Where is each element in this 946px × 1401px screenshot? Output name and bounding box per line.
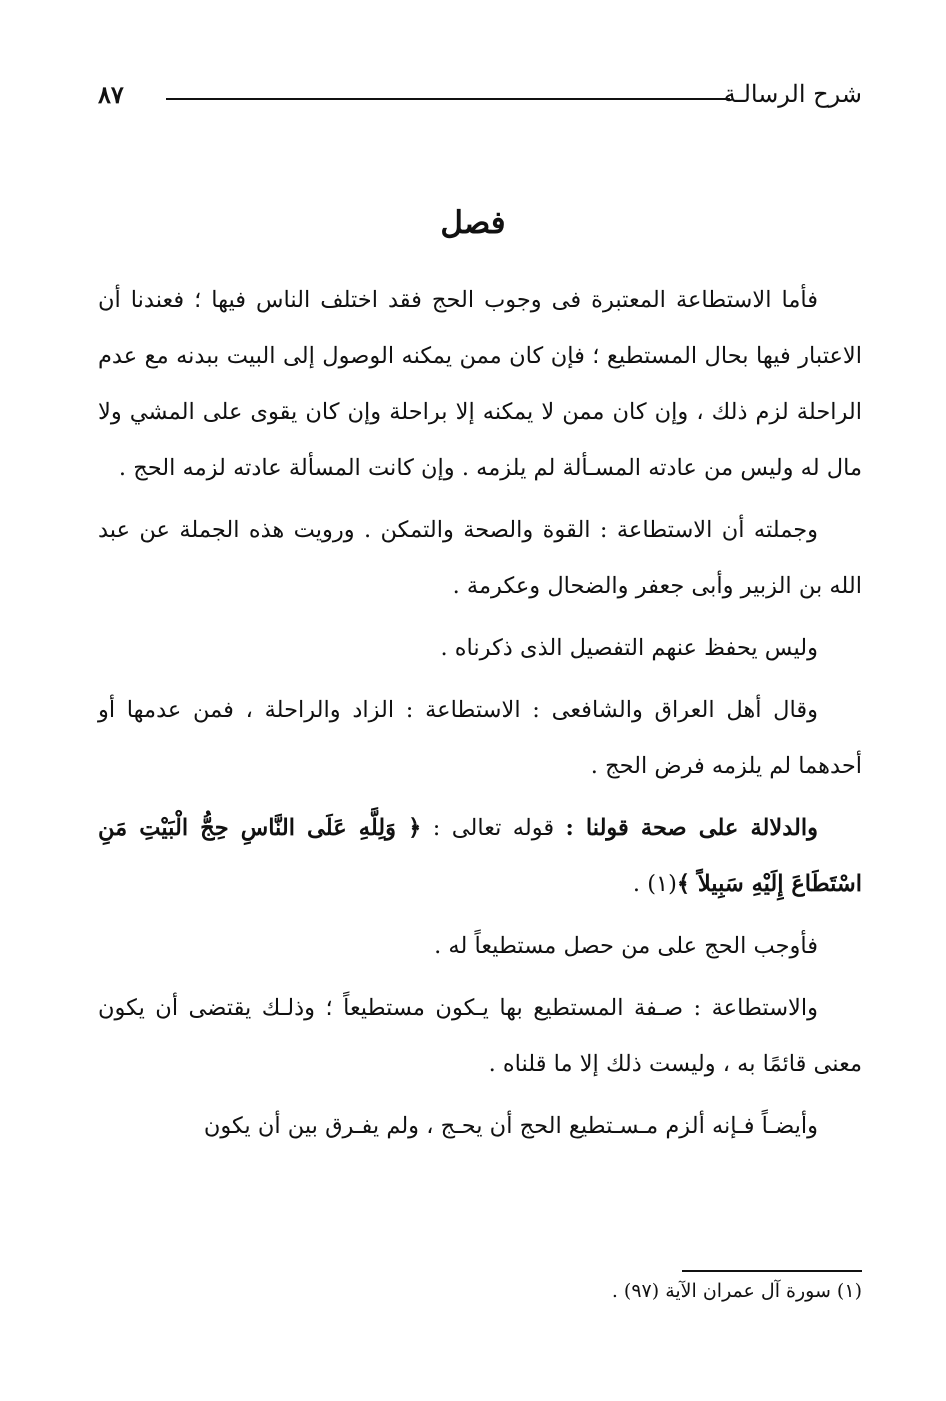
- paragraph-6: فأوجب الحج على من حصل مستطيعاً له .: [434, 933, 818, 959]
- paragraph-4: وقال أهل العراق والشافعى : الاستطاعة : الزاد والراحلة ، فمن عدمها أو أحدهما لم يلزمه فرض الحج .: [98, 697, 862, 779]
- paragraph-5: [98, 800, 862, 912]
- page-header: [98, 78, 862, 118]
- paragraph-8: وأيضـاً فـإنه ألزم مـسـتطيع الحج أن يحـج ، ولم يفـرق بين أن يكون: [203, 1113, 818, 1139]
- paragraph-1: فأما الاستطاعة المعتبرة فى وجوب الحج فقد اختلف الناس فيها ؛ فعندنا أن الاعتبار فيها بحال المستطيع ؛ فإن كان ممن يمكنه الوصول إلى البيت ببدنه مع عدم الراحلة لزم ذلك ، وإن كان ممن لا يمكنه إلا براحلة وإن كان يقوى على المشي ولا مال له وليس من عادته المسـألة لم يلزمه . وإن كانت المسألة عادته لزمه الحج .: [98, 287, 862, 481]
- footnote-rule: [682, 1270, 862, 1272]
- page-number: ٨٧: [98, 80, 124, 109]
- paragraph-7: والاستطاعة : صـفة المستطيع بها يـكون مستطيعاً ؛ وذلـك يقتضى أن يكون معنى قائمًا به ، وليست ذلك إلا ما قلناه .: [98, 995, 862, 1077]
- quran-verse: ﴿ وَلِلَّهِ عَلَى النَّاسِ حِجُّ الْبَيْتِ مَنِ اسْتَطَاعَ إِلَيْهِ سَبِيلاً ﴾: [98, 815, 862, 897]
- body-text: [98, 272, 862, 1160]
- paragraph-2: وجملته أن الاستطاعة : القوة والصحة والتمكن . ورويت هذه الجملة عن عبد الله بن الزبير وأبى جعفر والضحال وعكرمة .: [98, 517, 862, 599]
- argument-intro: قوله تعالى :: [421, 815, 566, 841]
- running-title: شرح الرسالـة: [723, 80, 862, 108]
- footnote-ref: (١): [647, 871, 677, 897]
- section-title: فصل: [440, 205, 506, 241]
- footnote: (١) سورة آل عمران الآية (٩٧) .: [611, 1280, 862, 1302]
- argument-heading: والدلالة على صحة قولنا :: [565, 815, 818, 841]
- paragraph-3: وليس يحفظ عنهم التفصيل الذى ذكرناه .: [440, 635, 818, 661]
- paragraph-5-end: .: [632, 871, 648, 897]
- header-rule: [166, 98, 730, 100]
